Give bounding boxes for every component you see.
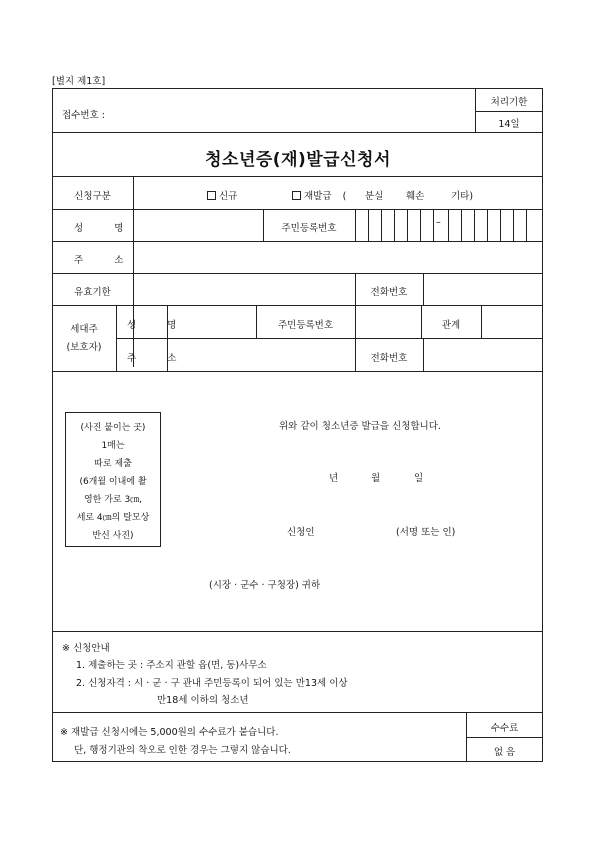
processing-period-value: 14일 [498, 119, 520, 130]
applicant-name-field[interactable] [135, 211, 263, 239]
guide-item-2: 2. 신청자격 : 시 · 군 · 구 관내 주민등록이 되어 있는 만13세 이상 [76, 678, 348, 689]
guide-item-1: 1. 제출하는 곳 : 주소지 관할 읍(면, 동)사무소 [76, 660, 267, 671]
photo-instruction-line: 세로 4㎝의 탈모상 [76, 513, 150, 523]
reason-other[interactable]: 기타) [451, 191, 474, 202]
validity-field[interactable] [135, 275, 353, 303]
digit-divider [368, 209, 369, 241]
guardian-name-field[interactable] [169, 307, 254, 336]
divider [423, 273, 424, 305]
digit-divider [526, 209, 527, 241]
divider [466, 737, 543, 738]
digit-divider [407, 209, 408, 241]
option-reissue[interactable] [292, 188, 346, 202]
photo-instruction-line: 반신 사진) [92, 531, 134, 541]
applicant-rrn-field[interactable] [355, 209, 543, 241]
divider [475, 111, 543, 112]
guardian-address-label: 주 소 [127, 353, 191, 364]
digit-divider [420, 209, 421, 241]
guardian-relation-field[interactable] [483, 307, 541, 336]
divider [52, 273, 543, 274]
option-new-label: 신규 [219, 191, 238, 202]
fee-value: 없 음 [493, 747, 516, 758]
divider [116, 338, 543, 339]
divider [52, 241, 543, 242]
date-month: 월 [371, 473, 381, 484]
digit-divider [461, 209, 462, 241]
applicant-rrn-label: 주민등록번호 [281, 223, 337, 234]
divider [52, 176, 543, 177]
divider [52, 305, 543, 306]
reason-lost[interactable]: 분실 [365, 191, 384, 202]
addressee: (시장 · 군수 · 구청장) 귀하 [209, 580, 321, 591]
processing-period-label: 처리기한 [490, 97, 528, 108]
applicant-phone-field[interactable] [425, 275, 541, 303]
divider [423, 338, 424, 371]
guide-header: ※ 신청안내 [62, 643, 110, 654]
applicant-address-field[interactable] [135, 243, 541, 271]
digit-divider [448, 209, 449, 241]
fee-note-1: ※ 재발급 신청시에는 5,000원의 수수료가 붙습니다. [60, 727, 279, 738]
reason-damaged[interactable]: 훼손 [406, 191, 425, 202]
photo-instruction-line: (사진 붙이는 곳) [80, 423, 146, 433]
reissue-paren-open: ( [342, 191, 347, 202]
guardian-rrn-label: 주민등록번호 [277, 320, 334, 331]
photo-instruction-line: 영한 가로 3㎝, [83, 495, 143, 505]
digit-divider [500, 209, 501, 241]
checkbox-reissue[interactable] [292, 191, 301, 200]
guide-item-2-cont: 만18세 이하의 청소년 [157, 695, 249, 706]
guardian-label: 세대주 [70, 324, 98, 335]
divider [52, 132, 543, 133]
digit-divider [474, 209, 475, 241]
applicant-name-label: 성 명 [74, 223, 138, 234]
guardian-address-field[interactable] [169, 340, 353, 369]
photo-instruction-line: 따로 제출 [94, 459, 132, 469]
date-year: 년 [329, 473, 339, 484]
date-day: 일 [414, 473, 424, 484]
divider [481, 305, 482, 338]
checkbox-new[interactable] [207, 191, 216, 200]
guardian-phone-field[interactable] [425, 340, 541, 369]
photo-instruction-line: (6개월 이내에 촬 [79, 477, 147, 487]
digit-divider [394, 209, 395, 241]
guardian-phone-label: 전화번호 [370, 353, 408, 364]
receipt-number-label: 접수번호 : [62, 110, 105, 121]
form-title: 청소년증(재)발급신청서 [205, 150, 391, 170]
digit-divider [487, 209, 488, 241]
divider [52, 712, 543, 713]
option-new[interactable] [207, 188, 237, 202]
digit-divider [433, 209, 434, 241]
option-reissue-label: 재발급 [304, 191, 332, 202]
guardian-relation-label: 관계 [441, 320, 461, 331]
guardian-name-label: 성 명 [127, 320, 191, 331]
divider [52, 371, 543, 372]
form-number: [별지 제1호] [52, 76, 106, 87]
validity-label: 유효기한 [74, 287, 111, 298]
divider [52, 631, 543, 632]
digit-divider [513, 209, 514, 241]
fee-label: 수수료 [490, 723, 519, 734]
application-type-label: 신청구분 [74, 191, 111, 202]
applicant-address-label: 주 소 [74, 255, 138, 266]
signature-hint: (서명 또는 인) [396, 527, 456, 538]
rrn-dash: – [436, 217, 441, 228]
applicant-phone-label: 전화번호 [370, 287, 408, 298]
declaration-statement: 위와 같이 청소년증 발급을 신청합니다. [279, 421, 441, 432]
photo-instruction-line: 1매는 [101, 441, 125, 451]
applicant-signature-label: 신청인 [287, 527, 315, 538]
guardian-label-sub: (보호자) [66, 342, 102, 353]
guardian-rrn-field[interactable] [357, 307, 419, 336]
digit-divider [381, 209, 382, 241]
fee-note-2: 단, 행정기관의 착오로 인한 경우는 그렇지 않습니다. [74, 745, 291, 756]
photo-attach-box[interactable] [65, 412, 161, 547]
